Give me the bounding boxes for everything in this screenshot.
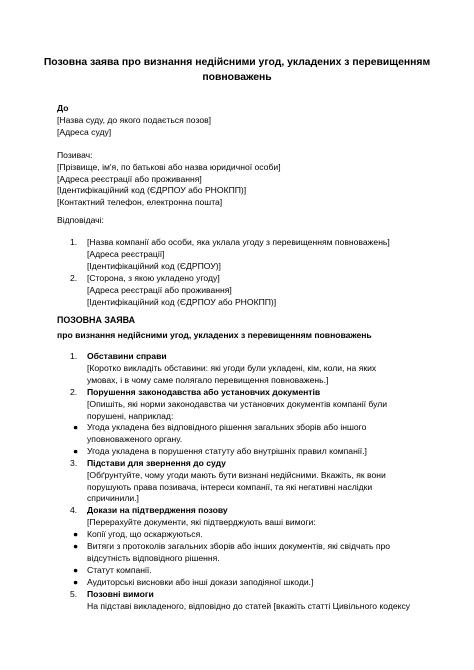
defendant-number: 1. bbox=[70, 237, 78, 247]
section-1 bbox=[87, 351, 376, 386]
plaintiff-line: [Адреса реєстрації або проживання] bbox=[57, 173, 202, 184]
bullet-item bbox=[87, 577, 313, 589]
defendant-line: [Назва компанії або особи, яка уклала угоду з перевищенням повноважень] bbox=[87, 237, 390, 247]
bullet-text: Витяги з протоколів загальних зборів або інших документів, які свідчать про bbox=[87, 541, 391, 551]
bullet-item bbox=[87, 529, 203, 541]
document-title: Позовна заява про визнання недійсними угод, укладених з перевищенням повноважень bbox=[43, 57, 431, 83]
bullet-dot: ● bbox=[73, 577, 79, 587]
bullet-dot: ● bbox=[73, 565, 79, 575]
claim-subheading: про визнання недійсними угод, укладених з перевищенням повноважень bbox=[57, 330, 372, 340]
section-text-line: умовах, і в чому саме полягало перевищення повноважень.] bbox=[87, 374, 329, 385]
section-number: 1. bbox=[70, 351, 78, 361]
section-heading: Підстави для звернення до суду bbox=[87, 458, 226, 468]
bullet-text: відсутність відповідного рішення. bbox=[87, 552, 220, 563]
to-label: До bbox=[57, 103, 69, 113]
plaintiff-line: [Прізвище, ім'я, по батькові або назва юридичної особи] bbox=[57, 161, 281, 172]
defendant-item bbox=[87, 273, 276, 308]
bullet-text: Аудиторські висновки або інші докази заподіяної шкоди.] bbox=[87, 577, 314, 587]
plaintiff-line: [Ідентифікаційний код (ЄДРПОУ або РНОКПП)] bbox=[57, 185, 247, 196]
section-5 bbox=[87, 589, 410, 613]
plaintiff-line: [Контактний телефон, електронна пошта] bbox=[57, 197, 223, 208]
bullet-text: Статут компанії. bbox=[87, 565, 152, 575]
defendants-label: Відповідачі: bbox=[57, 215, 104, 225]
bullet-dot: ● bbox=[73, 422, 79, 432]
bullet-item bbox=[87, 565, 152, 577]
claim-heading: ПОЗОВНА ЗАЯВА bbox=[57, 315, 136, 325]
bullet-dot: ● bbox=[73, 446, 79, 456]
section-text-line: [Коротко викладіть обставини: які угоди були укладені, кім, коли, на яких bbox=[87, 362, 377, 373]
bullet-text: Угода укладена в порушення статуту або внутрішніх правил компанії.] bbox=[87, 446, 367, 456]
defendant-item bbox=[87, 237, 390, 272]
section-text-line: порушені, наприклад: bbox=[87, 410, 174, 421]
section-number: 5. bbox=[70, 589, 78, 599]
defendant-line: [Ідентифікаційний код (ЄДРПОУ або РНОКПП)] bbox=[87, 296, 277, 307]
to-block bbox=[57, 103, 211, 138]
section-heading: Обставини справи bbox=[87, 351, 167, 361]
section-text-line: порушують права позивача, інтереси компанії, та які негативні наслідки bbox=[87, 481, 373, 492]
bullet-dot: ● bbox=[73, 541, 79, 551]
court-name: [Назва суду, до якого подається позов] bbox=[57, 114, 212, 125]
section-number: 4. bbox=[70, 505, 78, 515]
bullet-dot: ● bbox=[73, 529, 79, 539]
section-text-line: [Опишіть, які норми законодавства чи установчих документів компанії були bbox=[87, 398, 388, 409]
plaintiff-label: Позивач: bbox=[57, 150, 93, 160]
section-heading: Порушення законодавства або установчих документів bbox=[87, 387, 321, 397]
defendant-line: [Ідентифікаційний код (ЄДРПОУ)] bbox=[87, 260, 221, 271]
section-text-line: спричинили.] bbox=[87, 493, 139, 504]
section-text-line: [Перерахуйте документи, які підтверджують ваші вимоги: bbox=[87, 516, 316, 527]
bullet-item bbox=[87, 541, 390, 565]
bullet-text: уповноваженого органу. bbox=[87, 433, 183, 444]
section-2 bbox=[87, 387, 387, 422]
bullet-item bbox=[87, 446, 367, 458]
section-heading: Докази на підтвердження позову bbox=[87, 505, 228, 515]
defendant-line: [Адреса реєстрації або проживання] bbox=[87, 284, 232, 295]
section-number: 3. bbox=[70, 458, 78, 468]
bullet-text: Угода укладена без відповідного рішення загальних зборів або іншого bbox=[87, 422, 367, 432]
section-3 bbox=[87, 458, 386, 505]
defendant-line: [Адреса реєстрації] bbox=[87, 248, 165, 259]
bullet-item bbox=[87, 422, 366, 446]
plaintiff-block bbox=[57, 150, 281, 209]
section-text-line: [Обґрунтуйте, чому угоди мають бути визнані недійсними. Вкажіть, як вони bbox=[87, 469, 386, 480]
bullet-text: Копії угод, що оскаржуються. bbox=[87, 529, 203, 539]
section-text-line: На підставі викладеного, відповідно до статей [вкажіть статті Цивільного кодексу bbox=[87, 600, 411, 611]
section-4 bbox=[87, 505, 316, 529]
court-address: [Адреса суду] bbox=[57, 126, 112, 137]
section-heading: Позовні вимоги bbox=[87, 589, 154, 599]
defendant-line: [Сторона, з якою укладено угоду] bbox=[87, 273, 220, 283]
defendant-number: 2. bbox=[70, 273, 78, 283]
section-number: 2. bbox=[70, 387, 78, 397]
